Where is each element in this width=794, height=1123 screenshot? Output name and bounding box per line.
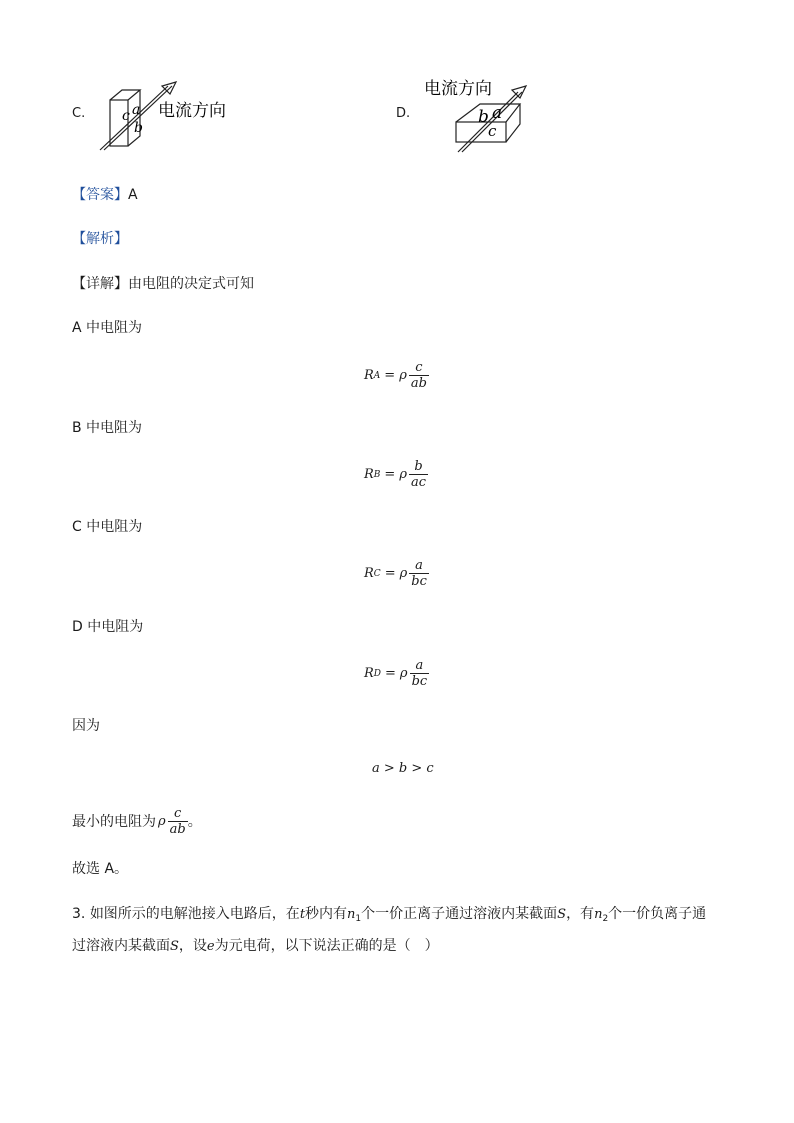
dim-a: a	[492, 103, 503, 123]
dim-a: a	[132, 102, 141, 118]
option-c-diagram	[96, 78, 246, 154]
case-c-intro: C 中电阻为	[72, 519, 143, 535]
question-3-line-2: 过溶液内某截面S，设e为元电荷，以下说法正确的是（ ）	[72, 938, 439, 954]
detail-line	[72, 275, 254, 293]
dim-b: b	[134, 120, 143, 136]
detail-text: 由电阻的决定式可知	[128, 276, 254, 292]
question-3-line-1: 3. 如图所示的电解池接入电路后，在t秒内有$n_1$个一价正离子通过溶液内某截面S，有$n_2$个一价负离子通	[72, 906, 707, 924]
analysis-tag: 【解析】	[72, 231, 128, 247]
option-c-label: C.	[72, 106, 86, 121]
minimum-prefix: 最小的电阻为	[72, 813, 156, 830]
conclusion: 故选 A。	[72, 861, 129, 877]
answer-line	[72, 186, 138, 204]
current-direction-label: 电流方向	[424, 79, 492, 99]
dim-c: c	[122, 108, 130, 124]
dim-b: b	[478, 107, 489, 127]
option-d-label: D.	[396, 106, 411, 121]
option-d-diagram	[420, 74, 560, 158]
inequality: a > b > c	[372, 761, 434, 776]
case-a-formula: R A = ρ $\frac{c}{ab}$	[364, 360, 427, 391]
case-d-formula: R D = ρ $\frac{a}{bc}$	[364, 658, 428, 689]
answer-value: A	[128, 187, 138, 203]
because-text: 因为	[72, 718, 100, 734]
minimum-line: 最小的电阻为 ρ $\frac{c}{ab}$ 。	[72, 806, 202, 837]
answer-tag: 【答案】	[72, 187, 128, 203]
current-direction-label: 电流方向	[158, 101, 226, 121]
case-b-intro: B 中电阻为	[72, 420, 143, 436]
case-a-intro: A 中电阻为	[72, 320, 143, 336]
question-number: 3.	[72, 906, 86, 922]
case-b-formula: R B = ρ $\frac{b}{ac}$	[364, 459, 427, 490]
case-c-formula: R C = ρ $\frac{a}{bc}$	[364, 558, 427, 589]
case-d-intro: D 中电阻为	[72, 619, 144, 635]
dim-c: c	[488, 122, 497, 140]
detail-tag: 【详解】	[72, 276, 128, 292]
